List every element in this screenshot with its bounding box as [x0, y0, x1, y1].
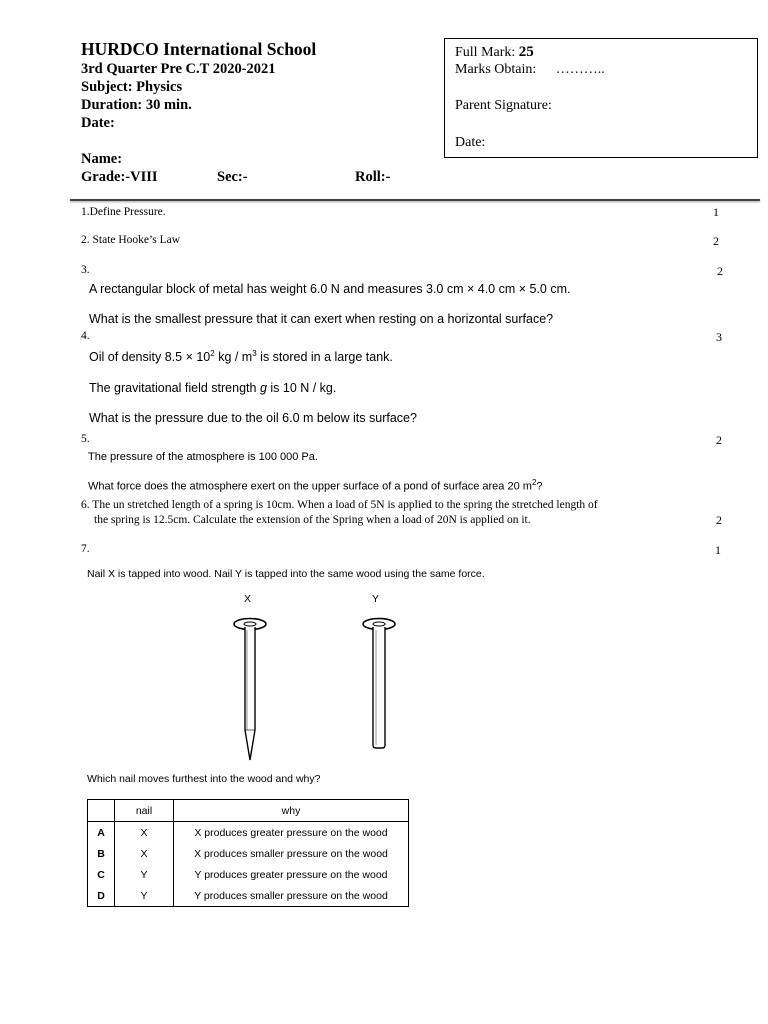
- question-4-line-1: [89, 349, 393, 364]
- full-mark-value: 25: [518, 44, 534, 60]
- q4-gravity-symbol: g: [259, 381, 267, 395]
- question-4-line-2: [89, 381, 336, 395]
- exam-title: 3rd Quarter Pre C.T 2020-2021: [81, 61, 276, 77]
- answer-options-table: [87, 799, 409, 907]
- school-name: HURDCO International School: [81, 39, 317, 59]
- question-3-line-1: A rectangular block of metal has weight 6.0 N and measures 3.0 cm × 4.0 cm × 5.0 cm.: [89, 282, 571, 296]
- full-mark-row: [455, 44, 534, 61]
- nail-y-blunt-illustration: [357, 614, 401, 754]
- question-5-number: 5.: [81, 433, 90, 445]
- table-header-cell: nail: [115, 800, 174, 822]
- date-line: Date:: [81, 115, 115, 131]
- question-5-mark: 2: [716, 433, 722, 447]
- grade-label: Grade:-VIII: [81, 169, 158, 185]
- duration-line: Duration: 30 min.: [81, 97, 192, 113]
- question-4-number: 4.: [81, 330, 90, 342]
- marks-box: [444, 38, 758, 158]
- q4-density-exponent: 2: [210, 349, 215, 358]
- table-row: [88, 864, 409, 885]
- question-6-mark: 2: [716, 513, 722, 527]
- marks-obtain-row: [455, 62, 605, 78]
- marks-box-date-label: Date:: [455, 135, 486, 150]
- question-5-line-1: The pressure of the atmosphere is 100 000 Pa.: [88, 451, 318, 463]
- question-2: 2. State Hooke’s Law: [81, 234, 181, 246]
- question-7-prompt: Which nail moves furthest into the wood and why?: [87, 773, 321, 785]
- question-6-line-2: the spring is 12.5cm. Calculate the extension of the Spring when a load of 20N is applied on it.: [94, 514, 531, 526]
- question-6-line-1: 6. The un stretched length of a spring is 10cm. When a load of 5N is applied to the spring the stretched length of: [81, 499, 598, 511]
- roll-label: Roll:-: [355, 169, 391, 185]
- header-divider: [70, 199, 760, 201]
- question-4-line-3: What is the pressure due to the oil 6.0 m below its surface?: [89, 411, 417, 425]
- subject-line: Subject: Physics: [81, 79, 183, 95]
- question-7-number: 7.: [81, 543, 90, 555]
- question-7-intro: Nail X is tapped into wood. Nail Y is tapped into the same wood using the same force.: [87, 568, 485, 580]
- q4-unit-exponent: 3: [252, 349, 257, 358]
- option-why: X produces smaller pressure on the wood: [174, 843, 409, 864]
- q4-gravity-text: The gravitational field strength: [89, 381, 260, 395]
- option-letter: D: [88, 885, 115, 907]
- table-header-row: [88, 800, 409, 822]
- table-row: [88, 885, 409, 907]
- q4-tank-text: is stored in a large tank.: [256, 350, 393, 365]
- q5-area-exponent: 2: [531, 478, 537, 487]
- table-row: [88, 822, 409, 844]
- q4-density-text: Oil of density 8.5 × 10: [89, 350, 211, 365]
- question-5-line-2: [88, 478, 543, 493]
- nail-x-pointed-illustration: [228, 614, 272, 764]
- question-1-mark: 1: [713, 205, 719, 219]
- nail-y-label: Y: [372, 593, 380, 605]
- option-letter: B: [88, 843, 115, 864]
- option-nail: X: [115, 822, 174, 844]
- option-why: Y produces greater pressure on the wood: [174, 864, 409, 885]
- option-letter: A: [88, 822, 115, 844]
- section-label: Sec:-: [217, 169, 248, 185]
- marks-obtain-blank: ………..: [555, 62, 605, 77]
- q4-unit-text: kg / m: [214, 350, 253, 365]
- question-2-mark: 2: [713, 234, 719, 248]
- question-7-mark: 1: [715, 543, 721, 557]
- option-why: Y produces smaller pressure on the wood: [174, 885, 409, 907]
- table-row: [88, 843, 409, 864]
- option-nail: X: [115, 843, 174, 864]
- q5-question-mark: ?: [536, 480, 543, 493]
- q4-gravity-value: is 10 N / kg.: [266, 381, 337, 395]
- question-4-mark: 3: [716, 330, 722, 344]
- question-3-mark: 2: [717, 264, 723, 278]
- option-nail: Y: [115, 885, 174, 907]
- marks-obtain-label: Marks Obtain:: [455, 62, 537, 77]
- option-letter: C: [88, 864, 115, 885]
- question-3-line-2: What is the smallest pressure that it can exert when resting on a horizontal surface?: [89, 312, 554, 326]
- table-header-cell: why: [174, 800, 409, 822]
- question-3-number: 3.: [81, 264, 90, 276]
- option-nail: Y: [115, 864, 174, 885]
- name-field-label: Name:: [81, 151, 123, 167]
- parent-signature-label: Parent Signature:: [455, 98, 552, 113]
- nail-x-label: X: [244, 593, 252, 605]
- full-mark-label: Full Mark:: [455, 45, 516, 60]
- option-why: X produces greater pressure on the wood: [174, 822, 409, 844]
- q5-force-text: What force does the atmosphere exert on the upper surface of a pond of surface area 20 m: [88, 480, 532, 493]
- table-header-cell: [88, 800, 115, 822]
- question-1: 1.Define Pressure.: [81, 206, 166, 218]
